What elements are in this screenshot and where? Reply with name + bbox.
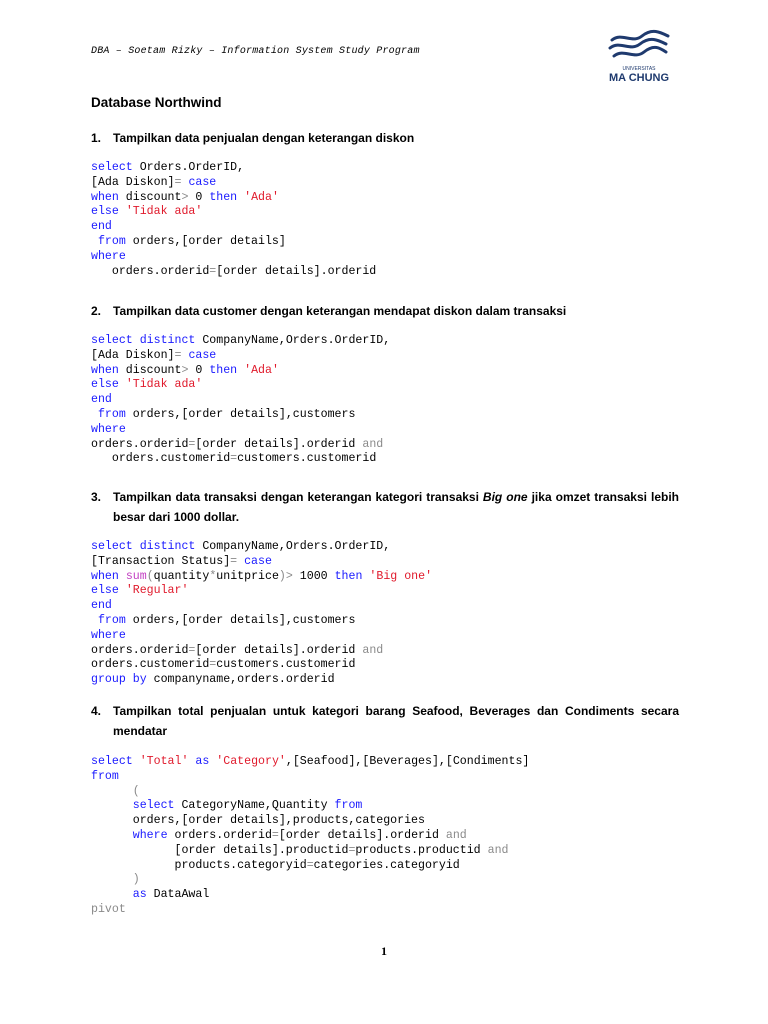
code-line: pivot xyxy=(91,902,126,916)
code-line: select 'Total' as 'Category',[Seafood],[Beverages],[Condiments] xyxy=(91,755,530,768)
code-line: else 'Tidak ada' xyxy=(91,205,203,219)
code-line: select Orders.OrderID, xyxy=(91,161,245,174)
code-line: else 'Tidak ada' xyxy=(91,378,203,392)
code-line: orders.orderid=[order details].orderid xyxy=(91,264,377,278)
university-logo xyxy=(604,28,674,86)
code-line: when sum(quantity*unitprice)> 1000 then 'Big one' xyxy=(91,569,433,583)
code-line: select distinct CompanyName,Orders.OrderID, xyxy=(91,540,391,553)
code-line: ( xyxy=(132,784,140,798)
code-line: else 'Regular' xyxy=(91,584,189,598)
code-line: where orders.orderid=[order details].orderid and xyxy=(132,828,467,842)
code-block-1 xyxy=(91,161,376,279)
code-line: select distinct CompanyName,Orders.OrderID, xyxy=(91,334,391,347)
code-line: products.categoryid=categories.categoryid xyxy=(91,858,460,872)
code-line: select CategoryName,Quantity from xyxy=(132,799,363,813)
page-number: 1 xyxy=(381,944,387,958)
code-line: from orders,[order details] xyxy=(97,234,286,248)
code-block-3 xyxy=(91,540,432,688)
code-line: orders.customerid=customers.customerid xyxy=(91,452,377,466)
page-header: DBA – Soetam Rizky – Information System Study Program xyxy=(91,46,420,57)
code-line: orders.orderid=[order details].orderid and xyxy=(91,643,384,657)
code-line: as DataAwal xyxy=(132,888,210,902)
svg-text:MA CHUNG: MA CHUNG xyxy=(608,72,670,84)
question-4: 4. Tampilkan total penjualan untuk kategori barang Seafood, Beverages dan Condiments secara mendatar xyxy=(91,704,679,738)
question-1: 1. Tampilkan data penjualan dengan keterangan diskon xyxy=(91,131,415,145)
code-line: from xyxy=(91,769,119,783)
svg-text:UNIVERSITAS: UNIVERSITAS xyxy=(622,66,656,72)
question-2: 2. Tampilkan data customer dengan keterangan mendapat diskon dalam transaksi xyxy=(91,304,567,318)
code-line: where xyxy=(91,628,126,642)
code-line: orders.orderid=[order details].orderid and xyxy=(91,437,384,451)
code-line: end xyxy=(91,393,112,407)
code-line: from orders,[order details],customers xyxy=(97,613,356,627)
code-line: orders.customerid=customers.customerid xyxy=(91,658,356,672)
question-3: 3. Tampilkan data transaksi dengan keterangan kategori transaksi Big one jika omzet transaksi lebih besar dari 1000 dollar. xyxy=(91,490,679,524)
code-line: where xyxy=(91,249,126,263)
code-line: from orders,[order details],customers xyxy=(97,407,356,421)
code-line: orders,[order details],products,categories xyxy=(91,814,425,828)
code-line: where xyxy=(91,422,126,436)
code-line: ) xyxy=(132,873,140,887)
code-line: [Ada Diskon]= case xyxy=(91,348,217,362)
code-block-2 xyxy=(91,334,390,467)
document-title: Database Northwind xyxy=(91,95,222,110)
code-line: group by companyname,orders.orderid xyxy=(91,673,335,687)
code-line: [order details].productid=products.productid and xyxy=(91,843,509,857)
code-line: end xyxy=(91,220,112,234)
code-line: when discount> 0 then 'Ada' xyxy=(91,190,279,204)
code-line: [Transaction Status]= case xyxy=(91,554,272,568)
code-block-4 xyxy=(91,755,529,918)
code-line: end xyxy=(91,599,112,613)
code-line: [Ada Diskon]= case xyxy=(91,175,217,189)
code-line: when discount> 0 then 'Ada' xyxy=(91,363,279,377)
